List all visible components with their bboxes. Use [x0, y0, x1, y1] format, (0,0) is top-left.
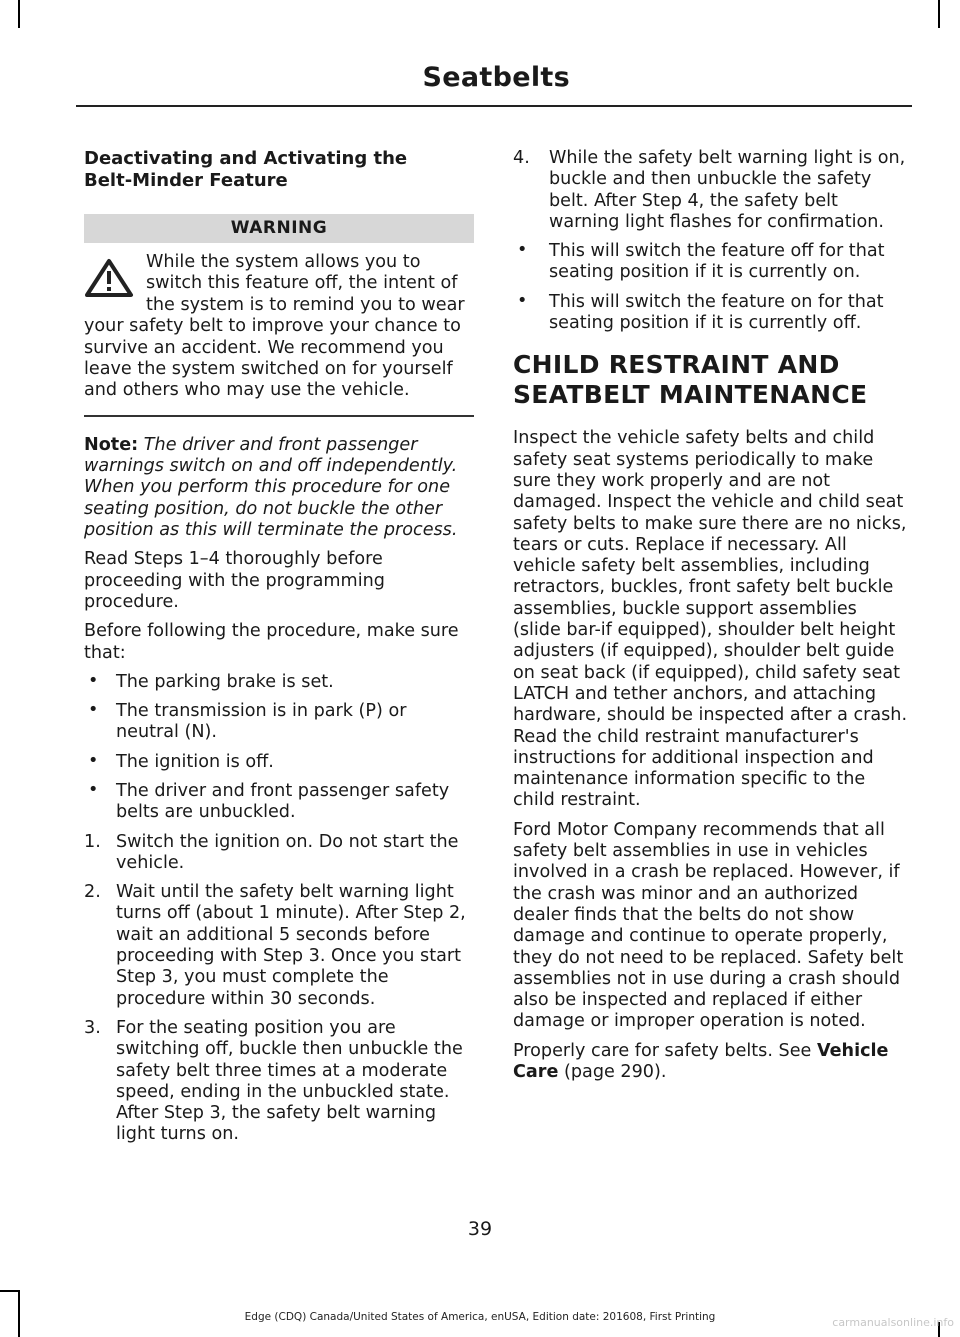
paragraph: Ford Motor Company recommends that all safety belt assemblies in use in vehicles involved in a crash be replaced. However, if the crash was minor and an authorized dealer finds that the belts do not show damage and continue to operate properly, they do not need to be replaced. Safety belt assemblies not in use during a crash should also be inspected and replaced if either damage or improper operation is noted. [513, 819, 904, 1032]
footer-text: Edge (CDQ) Canada/United States of America, enUSA, Edition date: 201608, First Printing [244, 1311, 716, 1323]
paragraph: Before following the procedure, make sure that: [84, 621, 459, 663]
list-item: • The driver and front passenger safety belts are unbuckled. [88, 780, 450, 823]
bullet-icon: • [88, 670, 99, 691]
step-item: 4. While the safety belt warning light is on, buckle and then unbuckle the safety belt. After Step 4, the safety belt warning light flashes for confirmation. [513, 148, 906, 232]
bullet-icon: • [88, 700, 99, 721]
list-item: • The parking brake is set. [88, 670, 334, 692]
section-heading: CHILD RESTRAINT AND SEATBELT MAINTENANCE [513, 350, 868, 410]
right-column [513, 148, 908, 1091]
list-item: • The ignition is off. [88, 750, 274, 772]
crop-mark [938, 0, 940, 28]
left-column [84, 148, 474, 1154]
step-item: 3. For the seating position you are switching off, buckle then unbuckle the safety belt three times at a moderate speed, ending in the unbuckled state. After Step 3, the safety belt warning light turns on. [84, 1017, 463, 1145]
warning-divider [84, 415, 474, 417]
paragraph: Read Steps 1–4 thoroughly before proceeding with the programming procedure. [84, 549, 385, 612]
warning-text: While the system allows you to switch this feature off, the intent of the system is to remind you to wear your safety belt to improve your chance to survive an accident. We recommend you leave the system switched on for yourself and others who may use the vehicle. [84, 252, 465, 401]
note-label: Note: [84, 434, 139, 455]
paragraph: Inspect the vehicle safety belts and child safety seat systems periodically to make sure they work properly and are not damaged. Inspect the vehicle and child seat safety belts to make sure there are no nicks, tears or cuts. Replace if necessary. All vehicle safety belt assemblies, including retractors, buckles, front safety belt buckle assemblies, buckle support assemblies (slide bar-if equipped), shoulder belt height adjusters (if equipped), shoulder belt guide on seat back (if equipped), child safety seat LATCH and tether anchors, and attaching hardware, should be inspected after a crash. Read the child restraint manufacturer's instructions for additional inspection and maintenance information specific to the child restraint. [513, 428, 908, 811]
crop-mark [0, 1290, 18, 1292]
bullet-list [84, 672, 474, 824]
step-item: 1. Switch the ignition on. Do not start the vehicle. [84, 831, 459, 873]
crop-mark [18, 0, 20, 28]
warning-label: WARNING [84, 214, 474, 243]
list-item: • This will switch the feature off for that seating position if it is currently on. [517, 240, 885, 283]
bullet-icon: • [517, 290, 528, 311]
watermark: carmanualsonline.info [832, 1316, 954, 1329]
warning-box [84, 252, 474, 402]
note-text: The driver and front passenger warnings switch on and off independently. When you perform this procedure for one seating position, do not buckle the other position as this will terminate the process. [84, 434, 458, 541]
subheading: Deactivating and Activating the Belt-Minder Feature [84, 148, 408, 191]
step-item: 2. Wait until the safety belt warning light turns off (about 1 minute). After Step 2, wait an additional 5 seconds before proceeding with Step 3. Once you start Step 3, you must complete the procedure within 30 seconds. [84, 882, 466, 1009]
step-list [84, 832, 474, 1146]
list-item: • The transmission is in park (P) or neutral (N). [88, 700, 407, 743]
vehicle-care-link[interactable]: Vehicle Care [513, 1040, 889, 1082]
note [84, 435, 474, 541]
paragraph: Properly care for safety belts. See Vehicle Care (page 290). [513, 1040, 889, 1082]
list-item: • This will switch the feature on for that seating position if it is currently off. [517, 290, 884, 334]
bullet-icon: • [517, 240, 528, 261]
warning-triangle-icon [84, 258, 134, 298]
page-title: Seatbelts [422, 62, 570, 93]
bullet-icon: • [88, 750, 99, 771]
header-divider [76, 105, 912, 107]
page-number: 39 [467, 1218, 493, 1240]
bullet-icon: • [88, 780, 99, 800]
